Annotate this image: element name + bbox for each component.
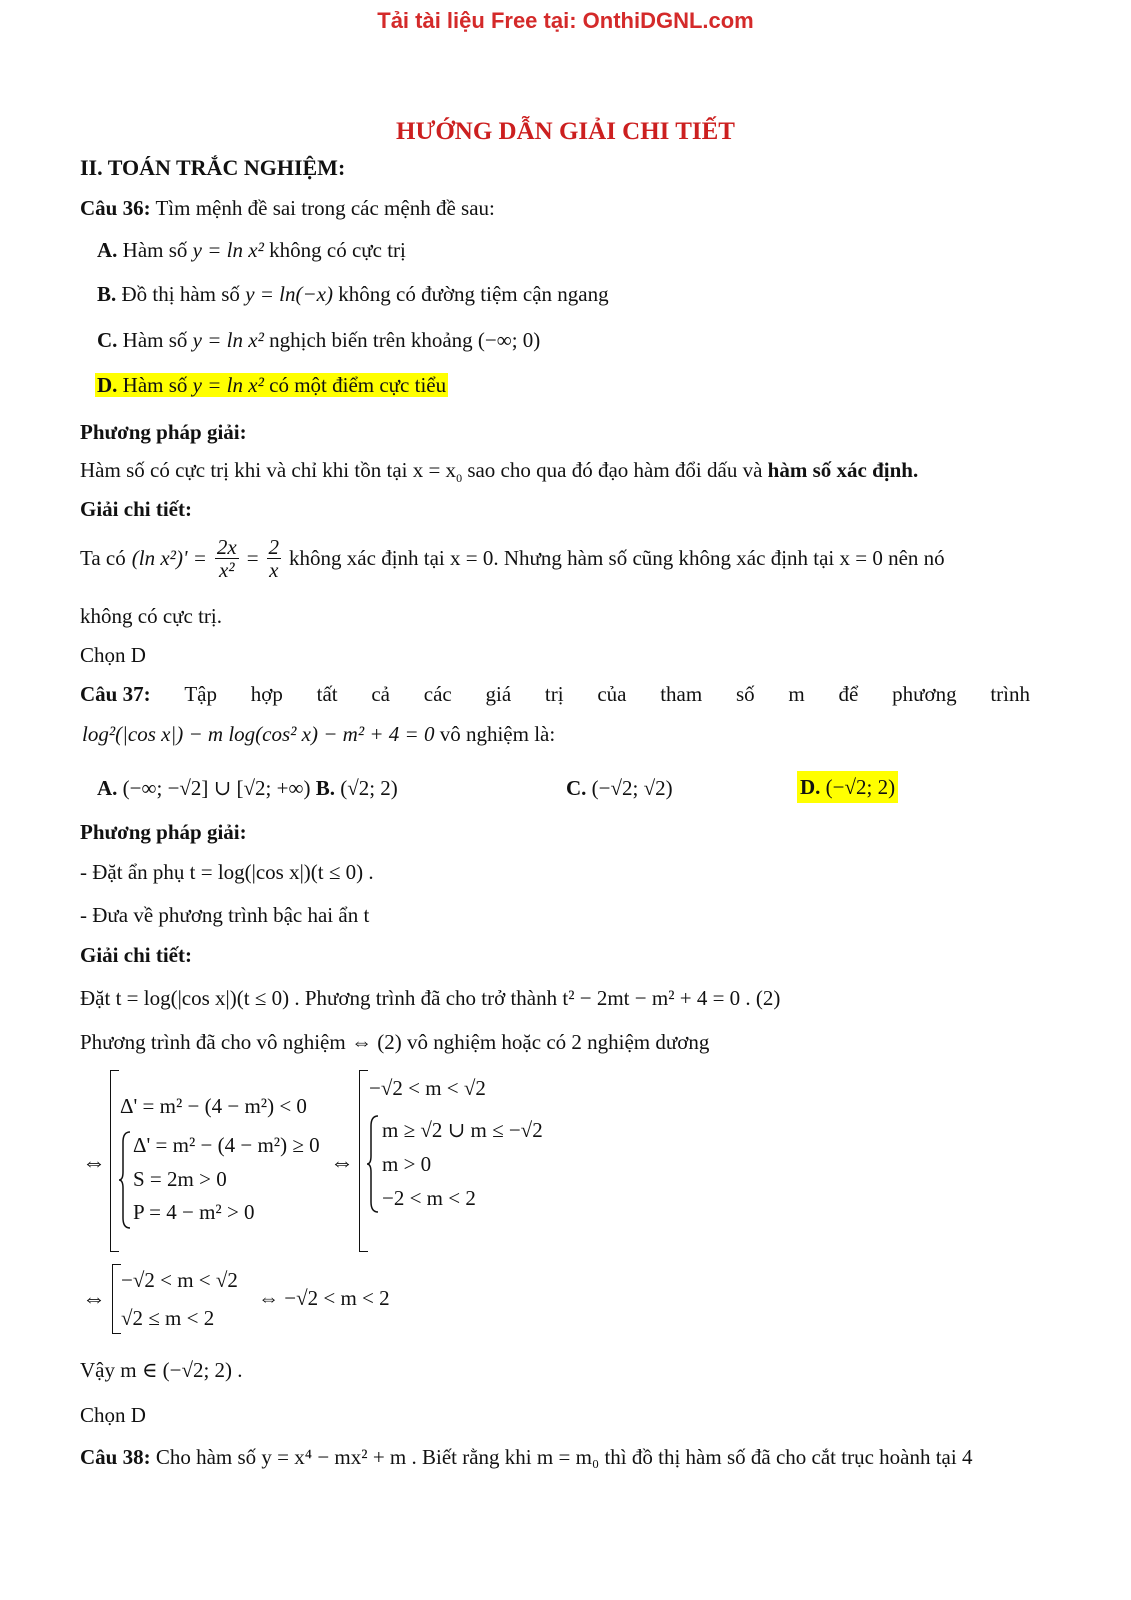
q38-stem-line [80,1445,972,1470]
word: cả [371,682,391,706]
q36-label: Câu 36: [80,196,151,220]
option-text: nghịch biến trên khoảng [269,328,473,352]
math-expression: (√2; 2) [340,776,398,800]
q38-label: Câu 38: [80,1445,151,1469]
bracket-left [112,1264,121,1334]
option-text: không có đường tiệm cận ngang [338,282,609,306]
option-text: Hàm số [122,328,188,352]
math-expression: (−∞; 0) [477,328,541,352]
iff-symbol: ⇔ [82,1150,106,1176]
q37-choose: Chọn D [80,1403,146,1427]
option-label: B. [97,282,117,306]
text: vô nghiệm là: [439,722,556,746]
section-heading: II. TOÁN TRẮC NGHIỆM: [80,155,346,180]
q36-detail-heading: Giải chi tiết: [80,497,192,521]
denominator: x² [218,558,235,583]
option-text: không có cực trị [269,238,406,262]
math-expression: (−√2; 2) [825,775,896,799]
word: hợp [250,682,283,706]
option-text: Hàm số [122,373,188,397]
q37-conclusion: Vậy m ∈ (−√2; 2) . [80,1358,243,1382]
option-text: Hàm số [122,238,188,262]
system-line: Δ' = m² − (4 − m²) ≥ 0 [133,1133,320,1157]
math-expression: y = ln x² [192,328,264,352]
q37-detail-heading: Giải chi tiết: [80,943,192,967]
q37-detail-1: Đặt t = log(|cos x|)(t ≤ 0) . Phương trình đã cho trở thành t² − 2mt − m² + 4 = 0 . (2) [80,986,781,1010]
numerator: 2x [216,535,237,559]
q36-choose: Chọn D [80,643,146,667]
system-line: −√2 < m < √2 [121,1268,238,1292]
q38-text: Cho hàm số y = x⁴ − mx² + m . Biết rằng khi m = m₀ thì đồ thị hàm số đã cho cắt trục hoành tại 4 [155,1445,973,1469]
text: không xác định tại x = 0. Nhưng hàm số cũng không xác định tại x = 0 nên nó [289,546,945,571]
system-line: P = 4 − m² > 0 [133,1200,255,1224]
q37-option-d [797,771,898,804]
math-expression: y = ln x² [192,238,264,262]
text: Hàm số có cực trị khi và chỉ khi tồn tại x = x [80,458,457,482]
word: số [735,682,755,706]
math-expression: y = ln x² [192,373,264,397]
option-label: B. [315,776,335,800]
q36-method-text [80,458,918,486]
text: sao cho qua đó đạo hàm đổi dấu và [462,458,768,482]
q37-method-2: - Đưa về phương trình bậc hai ẩn t [80,903,370,927]
system-line: Δ' = m² − (4 − m²) < 0 [120,1094,307,1118]
system-line: S = 2m > 0 [133,1167,227,1191]
system-line: −√2 < m < √2 [369,1076,486,1100]
fraction [215,536,239,581]
system-line: m ≥ √2 ∪ m ≤ −√2 [382,1118,543,1142]
q36-option-c [97,328,540,353]
option-label: A. [97,776,118,800]
q36-option-a [97,238,406,263]
q37-option-c [566,776,673,801]
denominator: x [269,558,279,583]
brace-left [118,1130,132,1230]
word: m [788,682,805,706]
iff-symbol: ⇔ [82,1286,106,1312]
brace-right [366,1114,380,1214]
site-banner: Tải tài liệu Free tại: OnthiDGNL.com [377,8,754,33]
q36-detail-line: Ta có (ln x²)' = $\frac{2x}{\text{x²}}$ = $\frac{2}{x}$ không xác định tại x = 0. Nhưng hàm số cũng không xác định tại x = 0 nên nó [80,535,945,583]
option-text: có một điểm cực tiểu [269,373,447,397]
word: giá [485,682,512,706]
word: của [597,682,627,706]
math-expression: log²(|cos x|) − m log(cos² x) − m² + 4 = 0 [82,722,435,746]
word: tất [316,682,338,706]
q37-equation-line [82,722,555,747]
math-expression: (−√2; √2) [591,776,673,800]
correct-answer-highlight [95,373,448,397]
correct-answer-highlight [797,771,898,803]
word: trị [544,682,564,706]
word: các [423,682,452,706]
math-expression: (−∞; −√2] ∪ [√2; +∞) [122,776,311,800]
q36-method-heading: Phương pháp giải: [80,420,247,444]
q37-detail-2: Phương trình đã cho vô nghiệm ⇔ (2) vô nghiệm hoặc có 2 nghiệm dương [80,1030,710,1054]
text-bold: hàm số xác định. [767,458,919,482]
system-result: ⇔ −√2 < m < 2 [258,1286,390,1310]
math-expression: (ln x²)' = [131,546,207,571]
q36-stem: Tìm mệnh đề sai trong các mệnh đề sau: [155,196,495,220]
page-title: HƯỚNG DẪN GIẢI CHI TIẾT [396,118,735,145]
word: trình [990,682,1030,706]
q36-detail-line2: không có cực trị. [80,604,223,628]
q37-label: Câu 37: [80,682,151,706]
fraction [267,536,282,581]
option-text: Đồ thị hàm số [121,282,240,306]
word: để [838,682,859,706]
q37-method-heading: Phương pháp giải: [80,820,247,844]
q37-method-1: - Đặt ẩn phụ t = log(|cos x|)(t ≤ 0) . [80,860,374,884]
word: phương [892,682,957,706]
word: Tập [184,682,217,706]
option-label: D. [97,373,118,397]
system-line: m > 0 [382,1152,432,1176]
q37-option-a [97,776,398,801]
q37-stem-line [80,682,1030,707]
q36-option-b [97,282,609,307]
option-label: C. [566,776,587,800]
q36-stem-line [80,196,495,221]
option-label: A. [97,238,118,262]
subscript: 0 [456,471,463,486]
iff-symbol: ⇔ [330,1150,354,1176]
word: tham [660,682,703,706]
option-label: D. [800,775,821,799]
text: Ta có [80,546,126,571]
numerator: 2 [268,535,280,559]
system-line: √2 ≤ m < 2 [121,1306,215,1330]
math-expression: y = ln(−x) [245,282,333,306]
q36-option-d [95,373,448,398]
system-line: −2 < m < 2 [382,1186,476,1210]
option-label: C. [97,328,118,352]
